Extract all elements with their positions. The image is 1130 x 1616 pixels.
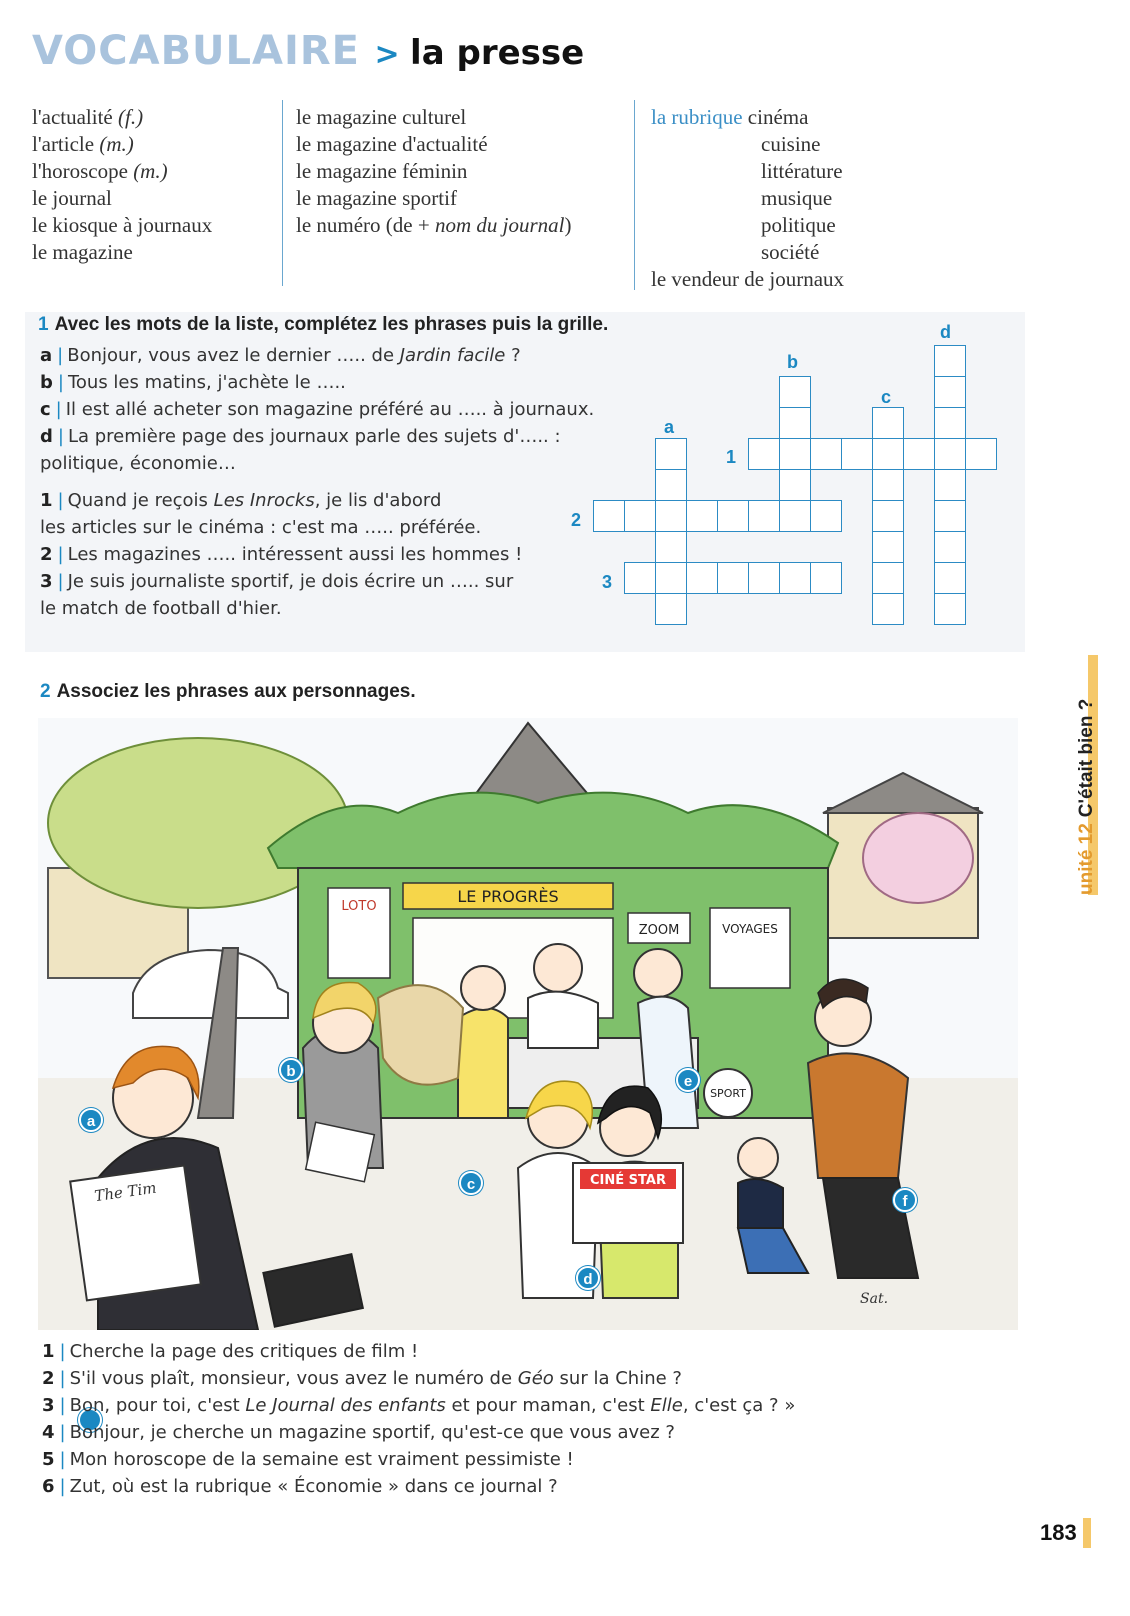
crossword-cell[interactable]: [779, 407, 811, 439]
badge-b: b: [279, 1058, 303, 1082]
crossword-cell[interactable]: [810, 562, 842, 594]
crossword-cell[interactable]: [872, 562, 904, 594]
page-title: [32, 28, 584, 74]
crossword-cell[interactable]: [934, 593, 966, 625]
badge-c: c: [459, 1171, 483, 1195]
exercise-1-sentences: [40, 342, 594, 622]
crossword-cell[interactable]: [872, 469, 904, 501]
sentence-1: 1 | Quand je reçois Les Inrocks, je lis d'abord: [40, 490, 442, 511]
crossword-cell[interactable]: [593, 500, 625, 532]
crossword-cell[interactable]: [655, 593, 687, 625]
column-divider: [282, 100, 283, 286]
vocab-item: l'actualité (f.): [32, 105, 144, 129]
vocab-item: musique: [761, 186, 833, 210]
crossword-cell[interactable]: [779, 376, 811, 408]
section-title: VOCABULAIRE: [32, 28, 360, 74]
vocab-item: le kiosque à journaux: [32, 213, 213, 237]
exercise-2-title: 2 Associez les phrases aux personnages.: [40, 681, 416, 702]
vocab-item: le magazine sportif: [296, 186, 457, 210]
vocab-item: le magazine féminin: [296, 159, 468, 183]
arrow-icon: >: [374, 37, 400, 72]
list-item: 5 | Mon horoscope de la semaine est vraiment pessimiste !: [42, 1449, 574, 1470]
crossword-cell[interactable]: [748, 500, 780, 532]
sentence-b: b | Tous les matins, j'achète le …..: [40, 372, 346, 393]
crossword-cell[interactable]: [624, 500, 656, 532]
sentence-1-continued: les articles sur le cinéma : c'est ma ….. préférée.: [40, 517, 482, 538]
vocab-item: le magazine: [32, 240, 133, 264]
crossword-cell[interactable]: [655, 562, 687, 594]
sign-zoom: ZOOM: [638, 923, 680, 938]
crossword-cell[interactable]: [655, 531, 687, 563]
badge-f: f: [893, 1188, 917, 1212]
sentence-3-continued: le match de football d'hier.: [40, 598, 282, 619]
crossword-cell[interactable]: [903, 438, 935, 470]
section-subtitle: la presse: [410, 33, 585, 73]
page-number: 183: [1040, 1520, 1077, 1545]
vocab-item: le journal: [32, 186, 112, 210]
vocab-item: littérature: [761, 159, 843, 183]
artist-signature: Sat.: [860, 1291, 889, 1307]
vocab-column-3: [651, 104, 844, 293]
vocab-item: le numéro (de + nom du journal): [296, 213, 572, 237]
crossword-cell[interactable]: [934, 345, 966, 377]
page-tab: [1083, 1518, 1091, 1548]
list-item: 6 | Zut, où est la rubrique « Économie » dans ce journal ?: [42, 1476, 558, 1497]
vocab-item: l'horoscope (m.): [32, 159, 168, 183]
exercise-2-sentences: [42, 1338, 795, 1500]
list-item: 1 | Cherche la page des critiques de film !: [42, 1341, 419, 1362]
sign-voyages: VOYAGES: [722, 922, 778, 936]
crossword-cell[interactable]: [934, 531, 966, 563]
crossword-cell[interactable]: [872, 438, 904, 470]
crossword-cell[interactable]: [717, 500, 749, 532]
vocab-column-2: [296, 104, 571, 239]
crossword-cell[interactable]: [810, 438, 842, 470]
crossword-cell[interactable]: [686, 562, 718, 594]
vocab-item: la rubrique cinéma: [651, 105, 809, 129]
grid-label-3: 3: [602, 572, 613, 592]
crossword-cell[interactable]: [872, 407, 904, 439]
sign-sport: SPORT: [710, 1087, 746, 1100]
badge-a: a: [79, 1108, 103, 1132]
vocab-item: société: [761, 240, 820, 264]
crossword-cell[interactable]: [748, 438, 780, 470]
crossword-cell[interactable]: [934, 469, 966, 501]
grid-label-c: c: [881, 387, 892, 407]
newspaper-title: The Tim: [93, 1178, 158, 1206]
crossword-cell[interactable]: [934, 500, 966, 532]
crossword-cell[interactable]: [872, 593, 904, 625]
crossword-cell[interactable]: [686, 500, 718, 532]
crossword-cell[interactable]: [624, 562, 656, 594]
vocab-item: le vendeur de journaux: [651, 267, 845, 291]
badge-d: d: [576, 1266, 600, 1290]
sentence-c: c | Il est allé acheter son magazine préféré au ….. à journaux.: [40, 399, 595, 420]
crossword-cell[interactable]: [655, 469, 687, 501]
crossword-cell[interactable]: [934, 562, 966, 594]
list-item: 3 | Bon, pour toi, c'est Le Journal des enfants et pour maman, c'est Elle, c'est ça ? »: [42, 1395, 796, 1416]
vocab-item: l'article (m.): [32, 132, 134, 156]
list-item: 2 | S'il vous plaît, monsieur, vous avez le numéro de Géo sur la Chine ?: [42, 1368, 682, 1389]
vocab-item: politique: [761, 213, 836, 237]
crossword-cell[interactable]: [872, 531, 904, 563]
sentence-d-continued: politique, économie…: [40, 453, 236, 474]
exercise-1-title: 1 Avec les mots de la liste, complétez les phrases puis la grille.: [38, 314, 609, 335]
sentence-a: a | Bonjour, vous avez le dernier ….. de Jardin facile ?: [40, 345, 521, 366]
newsstand-illustration: [38, 718, 1018, 1330]
crossword-cell[interactable]: [841, 438, 873, 470]
crossword-cell[interactable]: [779, 469, 811, 501]
crossword-cell[interactable]: [934, 407, 966, 439]
sign-cine-star: CINÉ STAR: [590, 1173, 666, 1188]
crossword-cell[interactable]: [779, 438, 811, 470]
sentence-d: d | La première page des journaux parle des sujets d'….. :: [40, 426, 561, 447]
vocab-item: cuisine: [761, 132, 821, 156]
vocab-item: le magazine culturel: [296, 105, 467, 129]
crossword-cell[interactable]: [717, 562, 749, 594]
vocab-item: le magazine d'actualité: [296, 132, 488, 156]
column-divider: [634, 100, 635, 290]
crossword-grid: [560, 322, 1020, 645]
crossword-cell[interactable]: [748, 562, 780, 594]
grid-label-d: d: [940, 322, 951, 342]
crossword-cell[interactable]: [810, 500, 842, 532]
crossword-cell[interactable]: [872, 500, 904, 532]
sentence-2: 2 | Les magazines ….. intéressent aussi les hommes !: [40, 544, 523, 565]
sentence-3: 3 | Je suis journaliste sportif, je dois écrire un ….. sur: [40, 571, 514, 592]
badge-e: e: [676, 1068, 700, 1092]
crossword-cell[interactable]: [779, 500, 811, 532]
unit-label: unité 12C'était bien ?: [1076, 698, 1097, 895]
list-item: 4 | Bonjour, je cherche un magazine sportif, qu'est-ce que vous avez ?: [42, 1422, 675, 1443]
vocab-column-1: [32, 104, 212, 266]
crossword-cell[interactable]: [934, 438, 966, 470]
grid-label-a: a: [664, 417, 675, 437]
crossword-cell[interactable]: [655, 438, 687, 470]
sign-loto: LOTO: [341, 899, 377, 914]
sign-le-progres: LE PROGRÈS: [457, 887, 559, 906]
grid-label-b: b: [787, 352, 798, 372]
grid-label-1: 1: [726, 447, 737, 467]
illustration-image: [38, 718, 1018, 1330]
crossword-cell[interactable]: [779, 562, 811, 594]
crossword-cell[interactable]: [965, 438, 997, 470]
crossword-cell[interactable]: [934, 376, 966, 408]
grid-label-2: 2: [571, 510, 582, 530]
crossword-cell[interactable]: [655, 500, 687, 532]
